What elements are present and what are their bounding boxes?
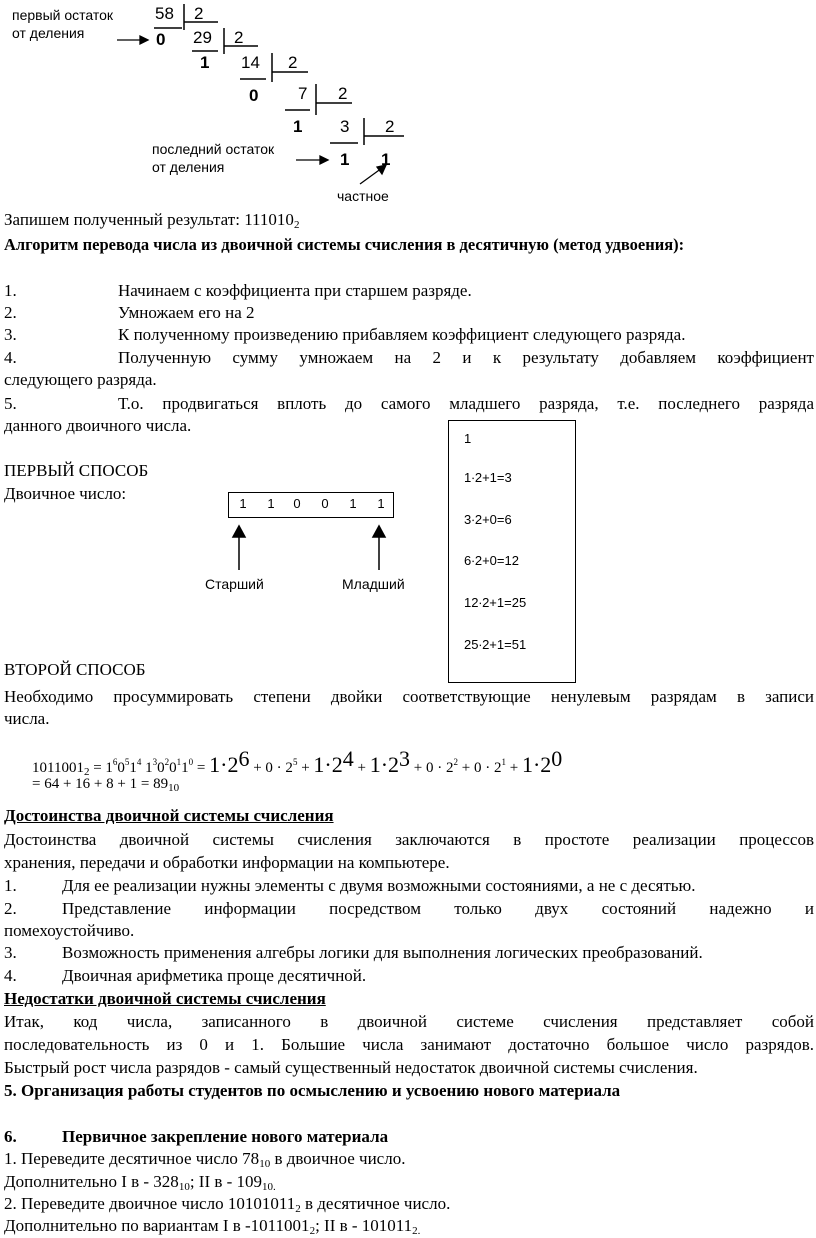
decimal-result: 89 — [153, 776, 169, 792]
remainder: 0 — [156, 30, 166, 49]
power-sum-formula: $1011001_2 = 1^60^51^4$ $1^30^20^11^0 = 1\cdot 26 + 0 \cdot 2^5 + 1\cdot 24 + 1\cdot 23 + 0 \cdot 2^2 + 0 \cdot 2^1 + 1\cdot 20$ — [32, 746, 563, 778]
adv-number: 4. — [4, 966, 17, 985]
step-number: 2. — [4, 303, 17, 322]
dividend: 7 — [298, 84, 308, 103]
adv-number: 2. — [4, 899, 17, 918]
section6-number: 6. — [4, 1127, 17, 1146]
section6-title: Первичное закрепление нового материала — [62, 1127, 389, 1146]
last-remainder-label: последний остаток от деления — [152, 141, 275, 175]
step-text: Полученную сумму умножаем на 2 и к результату добавляем коэффициент — [118, 348, 814, 367]
binary-digit: 1 — [239, 496, 247, 511]
divisor: 2 — [194, 4, 204, 23]
disadvantages-title: Недостатки двоичной системы счисления — [4, 989, 326, 1008]
dividend: 3 — [340, 117, 350, 136]
calc-line: 3∙2+0=6 — [464, 512, 512, 527]
calc-line: 1∙2+1=3 — [464, 470, 512, 485]
method2-desc: Необходимо просуммировать степени двойки соответствующие ненулевым разрядам в записи — [4, 687, 814, 706]
quotient-label: частное — [337, 188, 389, 204]
step-number: 3. — [4, 325, 17, 344]
quotient: 1 — [381, 150, 391, 169]
step-text-cont: следующего разряда. — [4, 370, 157, 389]
disadvantages-text: Быстрый рост числа разрядов - самый существенный недостаток двоичной системы счисления. — [4, 1058, 698, 1077]
adv-number: 1. — [4, 876, 17, 895]
step-text: Начинаем с коэффициента при старшем разряде. — [118, 281, 472, 300]
division-lines — [0, 0, 816, 210]
step-number: 4. — [4, 348, 17, 367]
senior-digit-label: Старший — [205, 576, 264, 592]
dividend: 29 — [193, 28, 212, 47]
divisor: 2 — [288, 53, 298, 72]
adv-text: Возможность применения алгебры логики для выполнения логических преобразований. — [62, 943, 703, 962]
remainder: 1 — [340, 150, 350, 169]
calc-line: 1 — [464, 431, 472, 446]
algorithm-title: Алгоритм перевода числа из двоичной системы счисления в десятичную (метод удвоения): — [4, 235, 685, 254]
disadvantages-text: последовательность из 0 и 1. Большие числа занимают достаточно большое число разрядов. — [4, 1035, 814, 1054]
task-2-extra: Дополнительно по вариантам I в $-1011001_2$; II в - $101011_{2.}$ — [4, 1216, 421, 1237]
binary-number: 1011001 — [32, 760, 84, 776]
doubling-calc-box — [448, 420, 576, 683]
binary-number-label: Двоичное число: — [4, 484, 127, 503]
result-line: Запишем полученный результат: $111010_2$ — [4, 210, 300, 231]
calc-line: 25∙2+1=51 — [464, 637, 527, 652]
task-2: 2. Переведите двоичное число $10101011_2$ в десятичное число. — [4, 1194, 451, 1215]
section5-title: 5. Организация работы студентов по осмыслению и усвоению нового материала — [4, 1081, 621, 1100]
binary-digit: 0 — [293, 496, 301, 511]
calc-line: 6∙2+0=12 — [464, 553, 519, 568]
adv-text: Для ее реализации нужны элементы с двумя возможными состояниями, а не с десятью. — [62, 876, 696, 895]
power-sum-result: = $64 + 16 + 8 + 1 = 89_{10}$ — [32, 776, 180, 794]
calc-line: 12∙2+1=25 — [464, 595, 527, 610]
task-1: 1. Переведите десятичное число $78_{10}$ в двоичное число. — [4, 1149, 406, 1170]
method1-title: ПЕРВЫЙ СПОСОБ — [4, 461, 149, 480]
advantages-intro: Достоинства двоичной системы счисления заключаются в простоте реализации процессов — [4, 830, 814, 849]
binary-digit: 1 — [377, 496, 385, 511]
binary-digit: 1 — [349, 496, 357, 511]
dividend: 14 — [241, 53, 260, 72]
remainder: 1 — [293, 117, 303, 136]
disadvantages-text: Итак, код числа, записанного в двоичной системе счисления представляет собой — [4, 1012, 814, 1031]
binary-digit: 1 — [267, 496, 275, 511]
junior-digit-label: Младший — [342, 576, 405, 592]
step-number: 5. — [4, 394, 17, 413]
advantages-intro-cont: хранения, передачи и обработки информации на компьютере. — [4, 853, 450, 872]
adv-text-cont: помехоустойчиво. — [4, 921, 135, 940]
divisor: 2 — [338, 84, 348, 103]
step-text: Т.о. продвигаться вплоть до самого младшего разряда, т.е. последнего разряда — [118, 394, 814, 413]
digit-arrows — [228, 524, 398, 574]
binary-base: 2 — [83, 766, 90, 778]
task-1-extra: Дополнительно I в - $328_{10}$; II в - $109_{10.}$ — [4, 1172, 276, 1193]
divisor: 2 — [385, 117, 395, 136]
remainder: 0 — [249, 86, 259, 105]
step-number: 1. — [4, 281, 17, 300]
step-text: Умножаем его на 2 — [118, 303, 255, 322]
adv-text: Двоичная арифметика проще десятичной. — [62, 966, 367, 985]
adv-number: 3. — [4, 943, 17, 962]
advantages-title: Достоинства двоичной системы счисления — [4, 806, 334, 825]
divisor: 2 — [234, 28, 244, 47]
method2-desc-cont: числа. — [4, 709, 50, 728]
remainder: 1 — [200, 53, 210, 72]
adv-text: Представление информации посредством только двух состояний надежно и — [62, 899, 814, 918]
method2-title: ВТОРОЙ СПОСОБ — [4, 660, 146, 679]
binary-digit-box — [228, 492, 394, 518]
first-remainder-label: первый остаток от деления — [12, 7, 114, 41]
step-text-cont: данного двоичного числа. — [4, 416, 192, 435]
step-text: К полученному произведению прибавляем коэффициент следующего разряда. — [118, 325, 686, 344]
dividend: 58 — [155, 4, 174, 23]
binary-digit: 0 — [321, 496, 329, 511]
